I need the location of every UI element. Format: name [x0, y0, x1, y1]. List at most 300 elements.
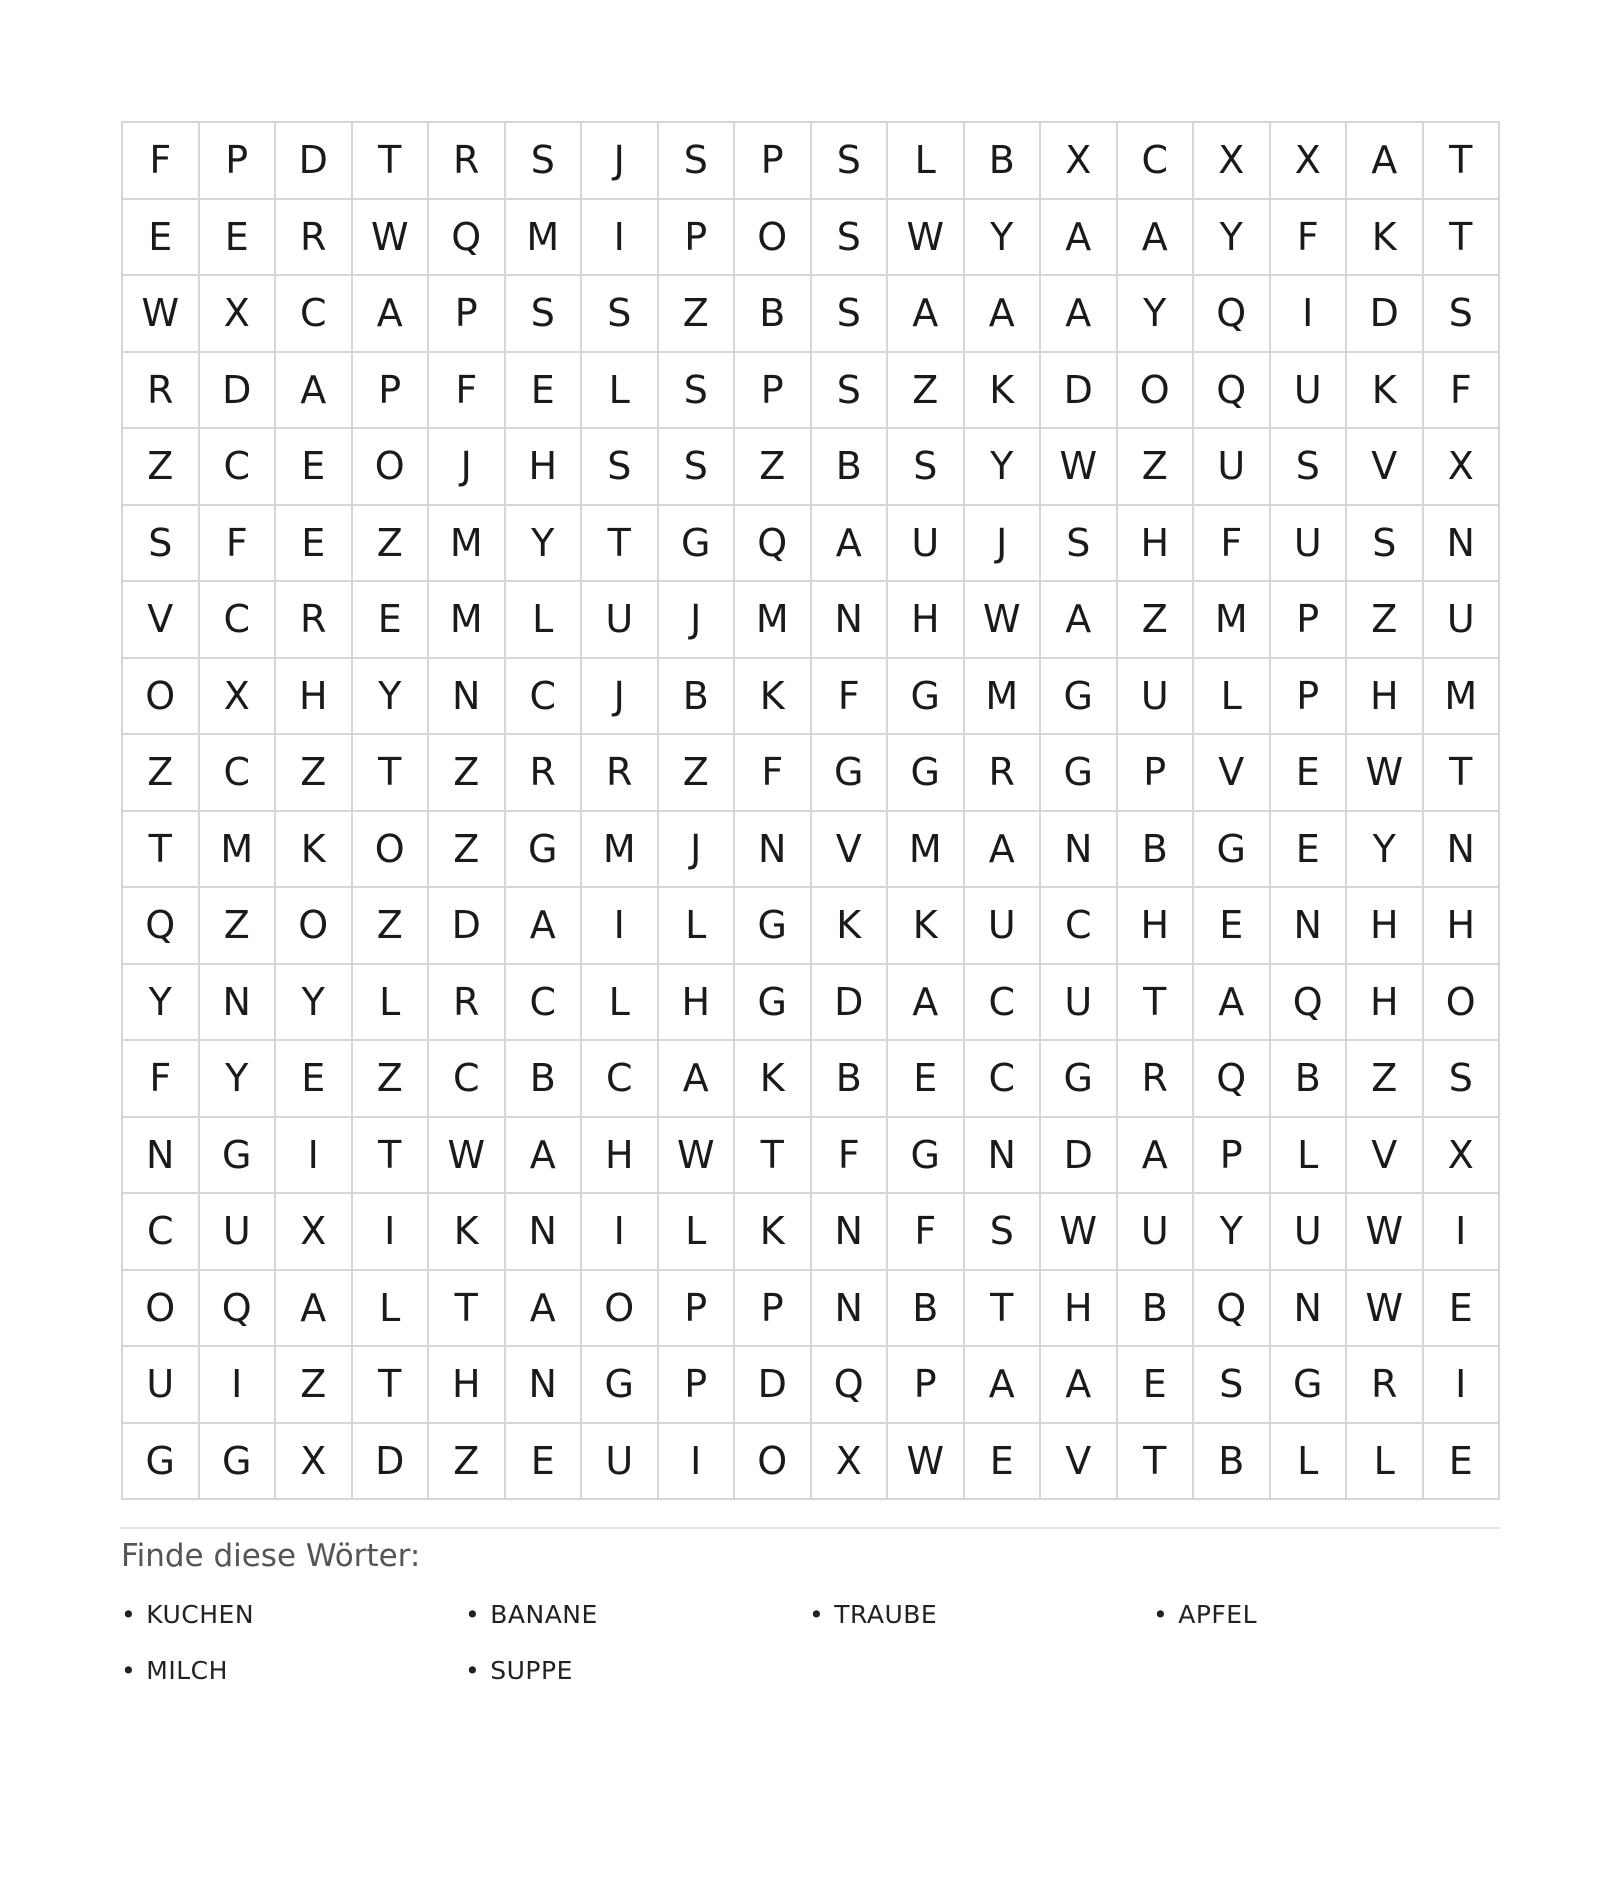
grid-cell[interactable]: T [353, 1347, 430, 1424]
grid-cell[interactable]: M [429, 506, 506, 583]
grid-cell[interactable]: W [1347, 735, 1424, 812]
grid-cell[interactable]: L [1271, 1424, 1348, 1501]
grid-cell[interactable]: G [888, 1118, 965, 1195]
grid-cell[interactable]: S [812, 200, 889, 277]
grid-cell[interactable]: A [1118, 200, 1195, 277]
grid-cell[interactable]: P [429, 276, 506, 353]
grid-cell[interactable]: D [812, 965, 889, 1042]
grid-cell[interactable]: H [1347, 659, 1424, 736]
grid-cell[interactable]: S [506, 123, 583, 200]
grid-cell[interactable]: N [123, 1118, 200, 1195]
grid-cell[interactable]: G [659, 506, 736, 583]
grid-cell[interactable]: S [1271, 429, 1348, 506]
grid-cell[interactable]: Z [888, 353, 965, 430]
grid-cell[interactable]: U [1118, 659, 1195, 736]
grid-cell[interactable]: X [1271, 123, 1348, 200]
grid-cell[interactable]: M [200, 812, 277, 889]
grid-cell[interactable]: A [965, 276, 1042, 353]
grid-cell[interactable]: Y [1347, 812, 1424, 889]
grid-cell[interactable]: N [429, 659, 506, 736]
grid-cell[interactable]: N [812, 1194, 889, 1271]
grid-cell[interactable]: U [1041, 965, 1118, 1042]
grid-cell[interactable]: E [1118, 1347, 1195, 1424]
grid-cell[interactable]: L [1347, 1424, 1424, 1501]
grid-cell[interactable]: X [276, 1194, 353, 1271]
grid-cell[interactable]: Y [123, 965, 200, 1042]
grid-cell[interactable]: E [888, 1041, 965, 1118]
grid-cell[interactable]: V [1194, 735, 1271, 812]
grid-cell[interactable]: L [659, 1194, 736, 1271]
grid-cell[interactable]: G [123, 1424, 200, 1501]
grid-cell[interactable]: S [888, 429, 965, 506]
grid-cell[interactable]: L [1271, 1118, 1348, 1195]
grid-cell[interactable]: A [1041, 582, 1118, 659]
grid-cell[interactable]: X [1424, 1118, 1501, 1195]
grid-cell[interactable]: P [735, 353, 812, 430]
grid-cell[interactable]: Z [659, 276, 736, 353]
grid-cell[interactable]: O [735, 200, 812, 277]
grid-cell[interactable]: I [659, 1424, 736, 1501]
grid-cell[interactable]: V [812, 812, 889, 889]
grid-cell[interactable]: H [1118, 888, 1195, 965]
grid-cell[interactable]: E [1424, 1271, 1501, 1348]
grid-cell[interactable]: D [1041, 353, 1118, 430]
grid-cell[interactable]: C [429, 1041, 506, 1118]
grid-cell[interactable]: S [659, 429, 736, 506]
grid-cell[interactable]: L [1194, 659, 1271, 736]
grid-cell[interactable]: O [1118, 353, 1195, 430]
grid-cell[interactable]: S [812, 276, 889, 353]
grid-cell[interactable]: H [1347, 965, 1424, 1042]
grid-cell[interactable]: K [735, 659, 812, 736]
grid-cell[interactable]: T [1118, 1424, 1195, 1501]
grid-cell[interactable]: U [123, 1347, 200, 1424]
grid-cell[interactable]: U [1424, 582, 1501, 659]
grid-cell[interactable]: U [1194, 429, 1271, 506]
grid-cell[interactable]: J [659, 582, 736, 659]
grid-cell[interactable]: K [888, 888, 965, 965]
grid-cell[interactable]: I [582, 1194, 659, 1271]
grid-cell[interactable]: G [200, 1118, 277, 1195]
grid-cell[interactable]: T [1118, 965, 1195, 1042]
grid-cell[interactable]: R [276, 582, 353, 659]
grid-cell[interactable]: N [812, 1271, 889, 1348]
grid-cell[interactable]: E [353, 582, 430, 659]
grid-cell[interactable]: M [735, 582, 812, 659]
grid-cell[interactable]: Z [659, 735, 736, 812]
grid-cell[interactable]: A [965, 1347, 1042, 1424]
grid-cell[interactable]: I [200, 1347, 277, 1424]
grid-cell[interactable]: J [429, 429, 506, 506]
grid-cell[interactable]: I [1424, 1194, 1501, 1271]
grid-cell[interactable]: Z [1347, 582, 1424, 659]
grid-cell[interactable]: Z [429, 812, 506, 889]
grid-cell[interactable]: S [582, 276, 659, 353]
grid-cell[interactable]: C [506, 659, 583, 736]
grid-cell[interactable]: Y [353, 659, 430, 736]
grid-cell[interactable]: B [1271, 1041, 1348, 1118]
grid-cell[interactable]: O [353, 812, 430, 889]
grid-cell[interactable]: M [582, 812, 659, 889]
grid-cell[interactable]: F [1194, 506, 1271, 583]
grid-cell[interactable]: Z [276, 1347, 353, 1424]
grid-cell[interactable]: U [582, 1424, 659, 1501]
grid-cell[interactable]: Z [1118, 429, 1195, 506]
grid-cell[interactable]: B [812, 1041, 889, 1118]
grid-cell[interactable]: N [1424, 812, 1501, 889]
grid-cell[interactable]: G [200, 1424, 277, 1501]
grid-cell[interactable]: S [1424, 276, 1501, 353]
grid-cell[interactable]: L [582, 353, 659, 430]
grid-cell[interactable]: H [1424, 888, 1501, 965]
grid-cell[interactable]: L [353, 1271, 430, 1348]
grid-cell[interactable]: H [582, 1118, 659, 1195]
grid-cell[interactable]: T [735, 1118, 812, 1195]
grid-cell[interactable]: Z [276, 735, 353, 812]
grid-cell[interactable]: F [123, 123, 200, 200]
grid-cell[interactable]: L [659, 888, 736, 965]
grid-cell[interactable]: P [888, 1347, 965, 1424]
grid-cell[interactable]: G [506, 812, 583, 889]
grid-cell[interactable]: J [965, 506, 1042, 583]
grid-cell[interactable]: X [200, 659, 277, 736]
grid-cell[interactable]: Z [353, 888, 430, 965]
grid-cell[interactable]: Z [1118, 582, 1195, 659]
grid-cell[interactable]: W [353, 200, 430, 277]
grid-cell[interactable]: A [1041, 1347, 1118, 1424]
grid-cell[interactable]: R [123, 353, 200, 430]
grid-cell[interactable]: L [582, 965, 659, 1042]
grid-cell[interactable]: F [735, 735, 812, 812]
grid-cell[interactable]: P [1271, 659, 1348, 736]
grid-cell[interactable]: X [1424, 429, 1501, 506]
grid-cell[interactable]: W [1041, 1194, 1118, 1271]
grid-cell[interactable]: W [1347, 1271, 1424, 1348]
grid-cell[interactable]: M [429, 582, 506, 659]
grid-cell[interactable]: W [888, 1424, 965, 1501]
grid-cell[interactable]: Y [200, 1041, 277, 1118]
grid-cell[interactable]: U [888, 506, 965, 583]
grid-cell[interactable]: A [888, 276, 965, 353]
grid-cell[interactable]: F [812, 659, 889, 736]
grid-cell[interactable]: T [353, 123, 430, 200]
grid-cell[interactable]: W [1347, 1194, 1424, 1271]
grid-cell[interactable]: F [1271, 200, 1348, 277]
grid-cell[interactable]: X [276, 1424, 353, 1501]
grid-cell[interactable]: Q [1194, 1041, 1271, 1118]
grid-cell[interactable]: I [276, 1118, 353, 1195]
grid-cell[interactable]: T [1424, 735, 1501, 812]
grid-cell[interactable]: K [1347, 200, 1424, 277]
grid-cell[interactable]: K [735, 1194, 812, 1271]
grid-cell[interactable]: A [1041, 200, 1118, 277]
grid-cell[interactable]: D [276, 123, 353, 200]
grid-cell[interactable]: G [1041, 659, 1118, 736]
grid-cell[interactable]: A [812, 506, 889, 583]
grid-cell[interactable]: M [888, 812, 965, 889]
grid-cell[interactable]: M [1194, 582, 1271, 659]
grid-cell[interactable]: G [812, 735, 889, 812]
grid-cell[interactable]: E [1271, 812, 1348, 889]
grid-cell[interactable]: G [888, 735, 965, 812]
grid-cell[interactable]: A [659, 1041, 736, 1118]
grid-cell[interactable]: Q [429, 200, 506, 277]
grid-cell[interactable]: U [200, 1194, 277, 1271]
grid-cell[interactable]: E [506, 353, 583, 430]
grid-cell[interactable]: Y [276, 965, 353, 1042]
grid-cell[interactable]: K [965, 353, 1042, 430]
grid-cell[interactable]: E [200, 200, 277, 277]
grid-cell[interactable]: P [659, 200, 736, 277]
grid-cell[interactable]: O [276, 888, 353, 965]
grid-cell[interactable]: O [735, 1424, 812, 1501]
grid-cell[interactable]: A [1041, 276, 1118, 353]
grid-cell[interactable]: R [429, 123, 506, 200]
grid-cell[interactable]: A [1194, 965, 1271, 1042]
grid-cell[interactable]: W [429, 1118, 506, 1195]
grid-cell[interactable]: A [276, 1271, 353, 1348]
grid-cell[interactable]: S [582, 429, 659, 506]
grid-cell[interactable]: N [506, 1194, 583, 1271]
grid-cell[interactable]: Y [1194, 200, 1271, 277]
grid-cell[interactable]: F [429, 353, 506, 430]
grid-cell[interactable]: E [1194, 888, 1271, 965]
grid-cell[interactable]: D [200, 353, 277, 430]
grid-cell[interactable]: J [582, 123, 659, 200]
grid-cell[interactable]: Q [1194, 1271, 1271, 1348]
grid-cell[interactable]: E [506, 1424, 583, 1501]
grid-cell[interactable]: M [1424, 659, 1501, 736]
grid-cell[interactable]: R [965, 735, 1042, 812]
grid-cell[interactable]: P [735, 123, 812, 200]
grid-cell[interactable]: A [1118, 1118, 1195, 1195]
grid-cell[interactable]: C [276, 276, 353, 353]
grid-cell[interactable]: P [735, 1271, 812, 1348]
grid-cell[interactable]: T [429, 1271, 506, 1348]
grid-cell[interactable]: J [659, 812, 736, 889]
grid-cell[interactable]: N [812, 582, 889, 659]
grid-cell[interactable]: F [888, 1194, 965, 1271]
grid-cell[interactable]: F [123, 1041, 200, 1118]
grid-cell[interactable]: B [812, 429, 889, 506]
grid-cell[interactable]: S [659, 353, 736, 430]
grid-cell[interactable]: G [1041, 735, 1118, 812]
grid-cell[interactable]: W [888, 200, 965, 277]
grid-cell[interactable]: N [965, 1118, 1042, 1195]
grid-cell[interactable]: I [1424, 1347, 1501, 1424]
grid-cell[interactable]: S [812, 353, 889, 430]
grid-cell[interactable]: Y [965, 200, 1042, 277]
grid-cell[interactable]: B [1118, 1271, 1195, 1348]
grid-cell[interactable]: X [1041, 123, 1118, 200]
grid-cell[interactable]: Q [1194, 353, 1271, 430]
grid-cell[interactable]: G [888, 659, 965, 736]
grid-cell[interactable]: D [1347, 276, 1424, 353]
grid-cell[interactable]: S [812, 123, 889, 200]
grid-cell[interactable]: I [582, 200, 659, 277]
grid-cell[interactable]: G [735, 965, 812, 1042]
grid-cell[interactable]: D [353, 1424, 430, 1501]
grid-cell[interactable]: U [1118, 1194, 1195, 1271]
grid-cell[interactable]: F [200, 506, 277, 583]
grid-cell[interactable]: E [276, 429, 353, 506]
grid-cell[interactable]: C [1118, 123, 1195, 200]
grid-cell[interactable]: T [353, 1118, 430, 1195]
grid-cell[interactable]: E [276, 506, 353, 583]
grid-cell[interactable]: H [276, 659, 353, 736]
grid-cell[interactable]: C [200, 429, 277, 506]
grid-cell[interactable]: B [888, 1271, 965, 1348]
grid-cell[interactable]: O [123, 1271, 200, 1348]
grid-cell[interactable]: X [1194, 123, 1271, 200]
grid-cell[interactable]: R [1118, 1041, 1195, 1118]
grid-cell[interactable]: Z [429, 1424, 506, 1501]
grid-cell[interactable]: C [200, 735, 277, 812]
grid-cell[interactable]: T [123, 812, 200, 889]
grid-cell[interactable]: E [276, 1041, 353, 1118]
grid-cell[interactable]: L [506, 582, 583, 659]
grid-cell[interactable]: P [1194, 1118, 1271, 1195]
grid-cell[interactable]: M [506, 200, 583, 277]
grid-cell[interactable]: I [353, 1194, 430, 1271]
grid-cell[interactable]: Q [1271, 965, 1348, 1042]
grid-cell[interactable]: N [1041, 812, 1118, 889]
grid-cell[interactable]: D [429, 888, 506, 965]
grid-cell[interactable]: V [123, 582, 200, 659]
grid-cell[interactable]: E [1271, 735, 1348, 812]
grid-cell[interactable]: G [582, 1347, 659, 1424]
grid-cell[interactable]: T [1424, 200, 1501, 277]
grid-cell[interactable]: G [1194, 812, 1271, 889]
grid-cell[interactable]: S [1424, 1041, 1501, 1118]
grid-cell[interactable]: K [429, 1194, 506, 1271]
grid-cell[interactable]: K [735, 1041, 812, 1118]
grid-cell[interactable]: Z [735, 429, 812, 506]
grid-cell[interactable]: M [965, 659, 1042, 736]
grid-cell[interactable]: L [353, 965, 430, 1042]
grid-cell[interactable]: G [1271, 1347, 1348, 1424]
grid-cell[interactable]: N [200, 965, 277, 1042]
grid-cell[interactable]: W [1041, 429, 1118, 506]
grid-cell[interactable]: E [123, 200, 200, 277]
grid-cell[interactable]: B [1118, 812, 1195, 889]
grid-cell[interactable]: H [506, 429, 583, 506]
grid-cell[interactable]: B [506, 1041, 583, 1118]
grid-cell[interactable]: H [1347, 888, 1424, 965]
grid-cell[interactable]: H [1041, 1271, 1118, 1348]
grid-cell[interactable]: H [659, 965, 736, 1042]
grid-cell[interactable]: Z [1347, 1041, 1424, 1118]
grid-cell[interactable]: V [1041, 1424, 1118, 1501]
grid-cell[interactable]: Z [353, 1041, 430, 1118]
grid-cell[interactable]: S [1347, 506, 1424, 583]
grid-cell[interactable]: U [582, 582, 659, 659]
grid-cell[interactable]: T [353, 735, 430, 812]
grid-cell[interactable]: C [965, 1041, 1042, 1118]
grid-cell[interactable]: T [1424, 123, 1501, 200]
grid-cell[interactable]: N [1424, 506, 1501, 583]
grid-cell[interactable]: P [1118, 735, 1195, 812]
grid-cell[interactable]: C [506, 965, 583, 1042]
grid-cell[interactable]: C [123, 1194, 200, 1271]
grid-cell[interactable]: Y [1118, 276, 1195, 353]
grid-cell[interactable]: F [812, 1118, 889, 1195]
grid-cell[interactable]: O [582, 1271, 659, 1348]
grid-cell[interactable]: Q [123, 888, 200, 965]
grid-cell[interactable]: C [200, 582, 277, 659]
grid-cell[interactable]: P [200, 123, 277, 200]
grid-cell[interactable]: K [276, 812, 353, 889]
grid-cell[interactable]: S [965, 1194, 1042, 1271]
grid-cell[interactable]: X [200, 276, 277, 353]
grid-cell[interactable]: N [735, 812, 812, 889]
grid-cell[interactable]: I [582, 888, 659, 965]
grid-cell[interactable]: D [735, 1347, 812, 1424]
grid-cell[interactable]: N [506, 1347, 583, 1424]
grid-cell[interactable]: U [1271, 1194, 1348, 1271]
grid-cell[interactable]: Z [123, 735, 200, 812]
grid-cell[interactable]: B [1194, 1424, 1271, 1501]
grid-cell[interactable]: A [506, 888, 583, 965]
grid-cell[interactable]: V [1347, 1118, 1424, 1195]
grid-cell[interactable]: P [1271, 582, 1348, 659]
grid-cell[interactable]: Y [506, 506, 583, 583]
grid-cell[interactable]: C [582, 1041, 659, 1118]
grid-cell[interactable]: P [659, 1271, 736, 1348]
grid-cell[interactable]: A [353, 276, 430, 353]
grid-cell[interactable]: Z [200, 888, 277, 965]
grid-cell[interactable]: N [1271, 888, 1348, 965]
grid-cell[interactable]: O [123, 659, 200, 736]
grid-cell[interactable]: E [1424, 1424, 1501, 1501]
grid-cell[interactable]: W [965, 582, 1042, 659]
grid-cell[interactable]: Q [812, 1347, 889, 1424]
grid-cell[interactable]: Y [1194, 1194, 1271, 1271]
grid-cell[interactable]: K [1347, 353, 1424, 430]
grid-cell[interactable]: R [506, 735, 583, 812]
grid-cell[interactable]: N [1271, 1271, 1348, 1348]
grid-cell[interactable]: Q [1194, 276, 1271, 353]
grid-cell[interactable]: S [506, 276, 583, 353]
grid-cell[interactable]: G [735, 888, 812, 965]
grid-cell[interactable]: S [1194, 1347, 1271, 1424]
grid-cell[interactable]: W [123, 276, 200, 353]
grid-cell[interactable]: G [1041, 1041, 1118, 1118]
grid-cell[interactable]: B [659, 659, 736, 736]
grid-cell[interactable]: I [1271, 276, 1348, 353]
grid-cell[interactable]: A [506, 1118, 583, 1195]
grid-cell[interactable]: K [812, 888, 889, 965]
grid-cell[interactable]: S [659, 123, 736, 200]
grid-cell[interactable]: A [276, 353, 353, 430]
grid-cell[interactable]: A [888, 965, 965, 1042]
grid-cell[interactable]: H [888, 582, 965, 659]
grid-cell[interactable]: P [353, 353, 430, 430]
grid-cell[interactable]: C [1041, 888, 1118, 965]
grid-cell[interactable]: L [888, 123, 965, 200]
grid-cell[interactable]: V [1347, 429, 1424, 506]
grid-cell[interactable]: E [965, 1424, 1042, 1501]
grid-cell[interactable]: S [1041, 506, 1118, 583]
grid-cell[interactable]: X [812, 1424, 889, 1501]
grid-cell[interactable]: A [1347, 123, 1424, 200]
grid-cell[interactable]: A [506, 1271, 583, 1348]
grid-cell[interactable]: Q [735, 506, 812, 583]
grid-cell[interactable]: U [1271, 506, 1348, 583]
grid-cell[interactable]: O [1424, 965, 1501, 1042]
grid-cell[interactable]: Q [200, 1271, 277, 1348]
grid-cell[interactable]: D [1041, 1118, 1118, 1195]
